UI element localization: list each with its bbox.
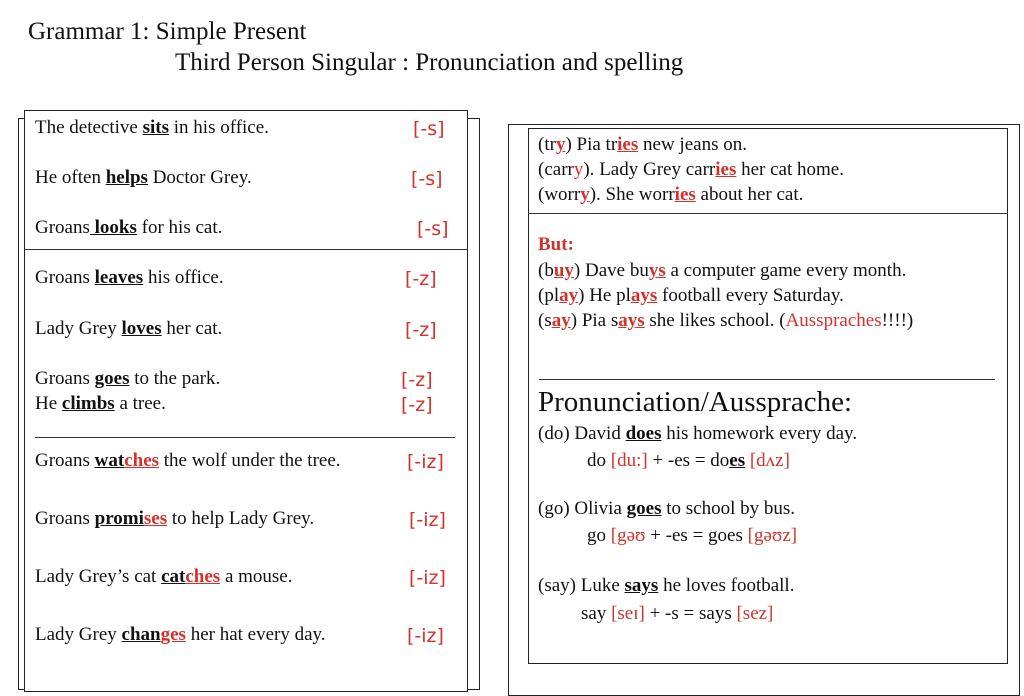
title-line-2: Third Person Singular : Pronunciation and spelling [175, 49, 684, 76]
verb: sits [142, 117, 170, 138]
list-item: Lady Grey changes her hat every day. [35, 624, 326, 645]
verb-ending: ies [674, 184, 696, 205]
list-item: The detective sits in his office. [35, 117, 269, 138]
verb-ending: ses [143, 508, 168, 529]
list-item: (buy) Dave buys a computer game every month. [538, 260, 907, 281]
list-item: (play) He plays football every Saturday. [538, 285, 844, 306]
left-panel [24, 110, 468, 692]
verb-ending: ays [630, 285, 658, 306]
pronunciation-rule: do [du:] + -es = does [dʌz] [587, 450, 790, 471]
list-item: Groans leaves his office. [35, 267, 224, 288]
list-item: He climbs a tree. [35, 393, 166, 414]
verb-ending: ys [648, 260, 666, 281]
phonetic-ending: [-s] [411, 168, 443, 190]
list-item: (say) Pia says she likes school. (Ausspraches!!!!) [538, 310, 914, 331]
phonetic-ending: [-s] [413, 118, 445, 140]
verb: goes [94, 368, 130, 389]
verb-ending: ies [617, 134, 639, 155]
phonetic-ending: [-s] [417, 218, 449, 240]
verb: climbs [61, 393, 115, 414]
phonetic-ending: [-z] [401, 369, 433, 391]
but-label: But: [538, 234, 574, 255]
list-item: (try) Pia tries new jeans on. [538, 134, 747, 155]
phonetic-ending: [-z] [401, 394, 433, 416]
verb: does [625, 423, 662, 444]
pronunciation-rule: go [gəʊ + -es = goes [gəʊz] [587, 525, 798, 546]
verb: says [624, 575, 659, 596]
verb-ending: ches [124, 450, 160, 471]
verb: helps [105, 167, 148, 188]
divider [529, 213, 1007, 214]
phonetic-ending: [-iz] [409, 567, 446, 589]
verb: chan [121, 624, 161, 645]
title-line-1: Grammar 1: Simple Present [28, 18, 307, 45]
divider [35, 437, 455, 438]
verb-ending: ies [715, 159, 737, 180]
verb: wat [94, 450, 125, 471]
list-item: Groans watches the wolf under the tree. [35, 450, 341, 471]
verb: goes [626, 498, 662, 519]
divider [25, 249, 467, 250]
aussprache-note: Ausspraches [785, 310, 882, 331]
list-item: He often helps Doctor Grey. [35, 167, 252, 188]
pronunciation-rule: say [seɪ] + -s = says [sez] [581, 603, 774, 624]
phonetic-ending: [-iz] [409, 509, 446, 531]
verb: cat [161, 566, 186, 587]
phonetic-ending: [-iz] [407, 625, 444, 647]
page-title [28, 16, 684, 76]
list-item: (say) Luke says he loves football. [538, 575, 795, 596]
right-panel [528, 128, 1008, 664]
list-item: Groans looks for his cat. [35, 217, 223, 238]
list-item: (worry). She worries about her cat. [538, 184, 804, 205]
verb-ending: ges [160, 624, 186, 645]
verb-ending: ays [618, 310, 645, 331]
pronunciation-heading: Pronunciation/Aussprache: [538, 386, 853, 418]
verb-ending: ches [185, 566, 221, 587]
verb: loves [121, 318, 162, 339]
phonetic-ending: [-z] [405, 268, 437, 290]
list-item: Lady Grey’s cat catches a mouse. [35, 566, 293, 587]
list-item: Groans promises to help Lady Grey. [35, 508, 315, 529]
list-item: Lady Grey loves her cat. [35, 318, 223, 339]
phonetic-ending: [-z] [405, 319, 437, 341]
list-item: Groans goes to the park. [35, 368, 221, 389]
list-item: (do) David does his homework every day. [538, 423, 858, 444]
verb: looks [89, 217, 137, 238]
list-item: (go) Olivia goes to school by bus. [538, 498, 796, 519]
verb: leaves [94, 267, 144, 288]
divider [539, 379, 995, 380]
phonetic-ending: [-iz] [407, 451, 444, 473]
verb: promi [94, 508, 144, 529]
list-item: (carry). Lady Grey carries her cat home. [538, 159, 844, 180]
